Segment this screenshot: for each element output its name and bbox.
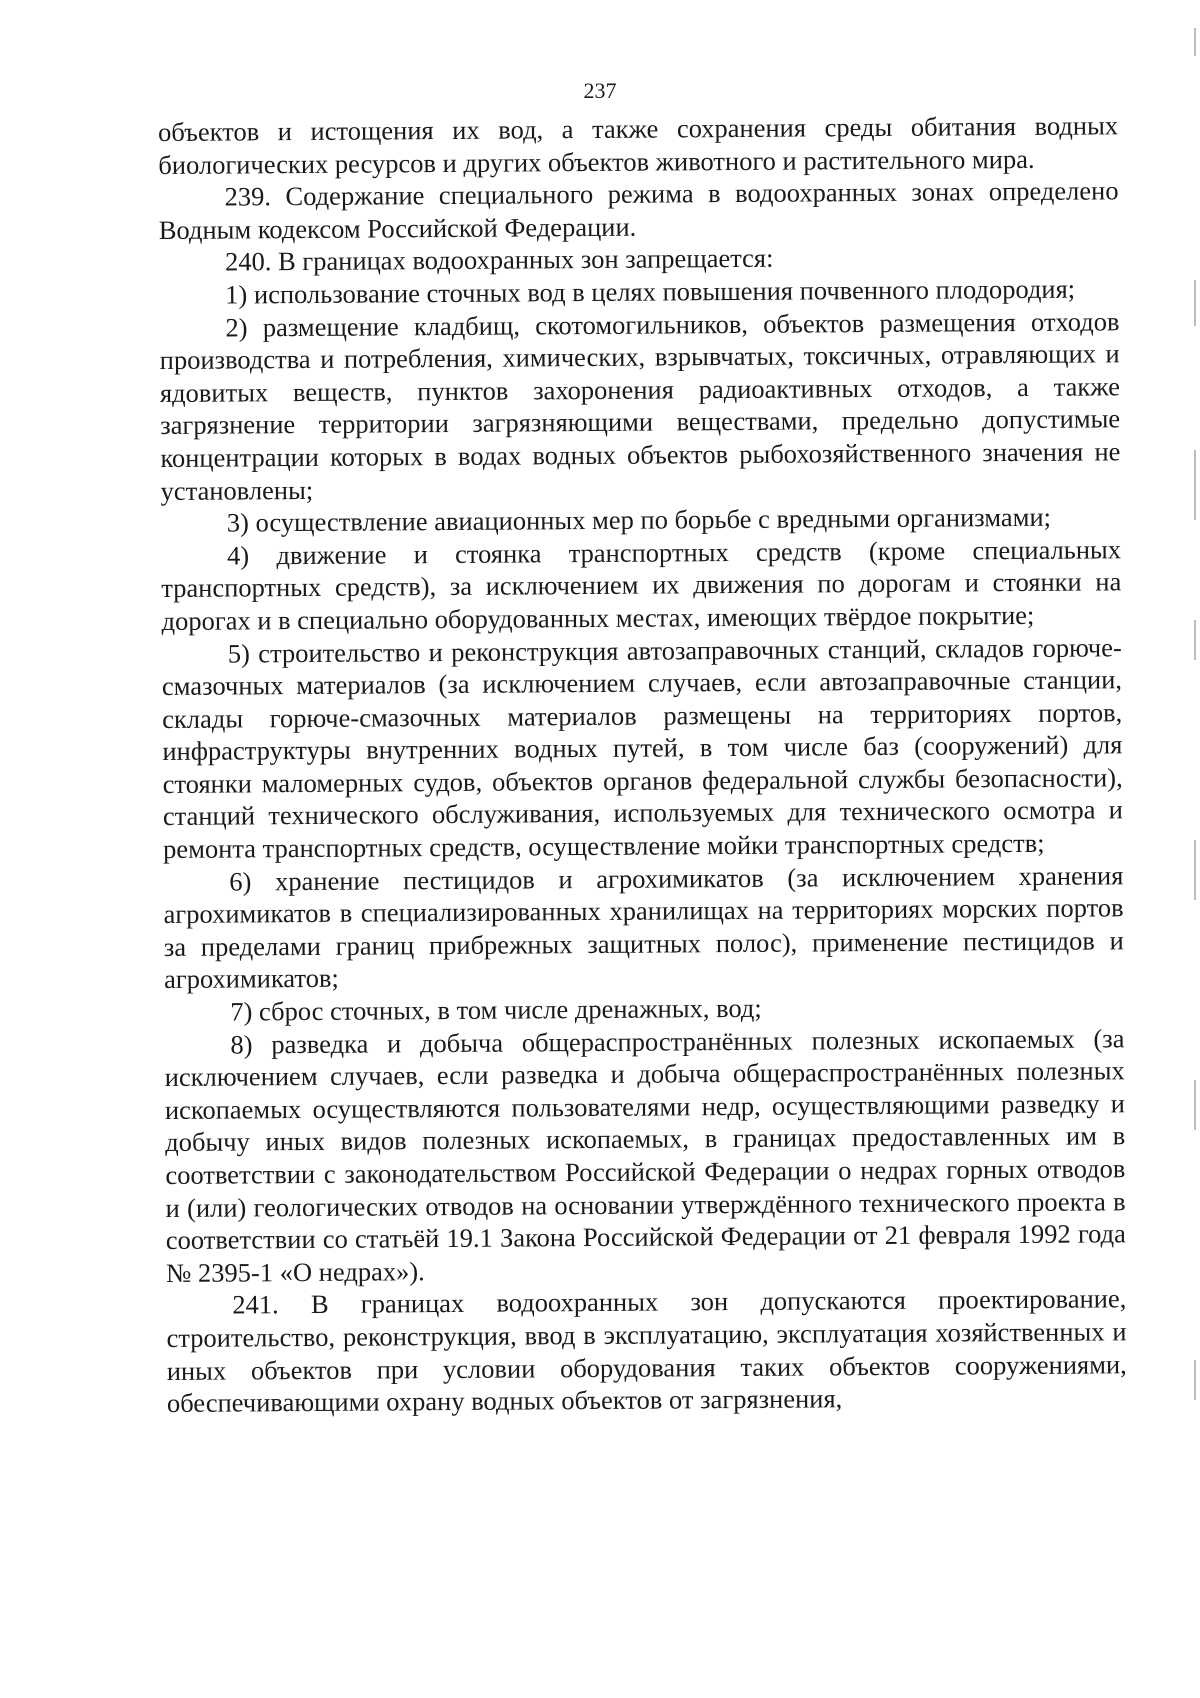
paragraph: 1) использование сточных вод в целях повышения почвенного плодородия; bbox=[225, 273, 1076, 310]
scan-edge-mark bbox=[1194, 1360, 1196, 1400]
paragraph: 5) строительство и реконструкция автозаправочных станций, складов горюче-смазочных материалов (за исключением случаев, если автозаправочные станции, склады горюче-смазочных материалов размещены на территориях портов, инфраструктуры внутренних водных путей, в том числе баз (сооружений) для стоянки маломерных судов, объектов органов федеральной службы безопасности), станций технического обслуживания, используемых для технического осмотра и ремонта транспортных средств, осуществление мойки транспортных средств; bbox=[161, 631, 1123, 865]
scan-edge-mark bbox=[1194, 1080, 1196, 1130]
paragraph: 8) разведка и добыча общераспространённых полезных ископаемых (за исключением случаев, если разведка и добыча общераспространённых полезных ископаемых осуществляются пользователями недр, осуществляющими разведку и добычу иных видов полезных ископаемых, в границах предоставленных им в соответствии с законодательством Российской Федерации о недрах горных отводов и (или) геологических отводов на основании утверждённого технического проекта в соответствии со статьёй 19.1 Закона Российской Федерации от 21 февраля 1992 года № 2395-1 «О недрах»). bbox=[164, 1022, 1126, 1288]
scan-edge-mark bbox=[1194, 280, 1196, 326]
document-body bbox=[158, 109, 1127, 1419]
scan-edge-mark bbox=[1194, 28, 1196, 56]
paragraph: 4) движение и стоянка транспортных средств (кроме специальных транспортных средств), за исключением их движения по дорогам и стоянки на дорогах и в специально оборудованных местах, имеющих твёрдое покрытие; bbox=[161, 534, 1122, 636]
paragraph: 241. В границах водоохранных зон допускаются проектирование, строительство, реконструкция, ввод в эксплуатацию, эксплуатация хозяйственных и иных объектов при условии оборудования таких объектов сооружениями, обеспечивающими охрану водных объектов от загрязнения, bbox=[166, 1283, 1127, 1419]
paragraph: 3) осуществление авиационных мер по борьбе с вредными организмами; bbox=[226, 501, 1052, 538]
page-number: 237 bbox=[583, 78, 617, 103]
scan-edge-mark bbox=[1194, 840, 1196, 900]
paragraph: 2) размещение кладбищ, скотомогильников, объектов размещения отходов производства и потребления, химических, взрывчатых, токсичных, отравляющих и ядовитых веществ, пунктов захоронения радиоактивных отходов, а также загрязнение территории загрязняющими веществами, предельно допустимые концентрации которых в водах водных объектов рыбохозяйственного значения не установлены; bbox=[159, 305, 1121, 506]
scan-edge-mark bbox=[1194, 450, 1196, 520]
paragraph: объектов и истощения их вод, а также сохранения среды обитания водных биологических ресурсов и других объектов животного и растительного мира. bbox=[158, 110, 1119, 180]
paragraph: 239. Содержание специального режима в водоохранных зонах определено Водным кодексом Российской Федерации. bbox=[158, 175, 1119, 245]
scan-edge-mark bbox=[1194, 620, 1196, 660]
paragraph: 6) хранение пестицидов и агрохимикатов (за исключением хранения агрохимикатов в специализированных хранилищах на территориях морских портов за пределами границ прибрежных защитных полос), применение пестицидов и агрохимикатов; bbox=[163, 859, 1124, 995]
paragraph: 240. В границах водоохранных зон запрещается: bbox=[224, 243, 774, 277]
paragraph: 7) сброс сточных, в том числе дренажных, вод; bbox=[230, 992, 762, 1027]
